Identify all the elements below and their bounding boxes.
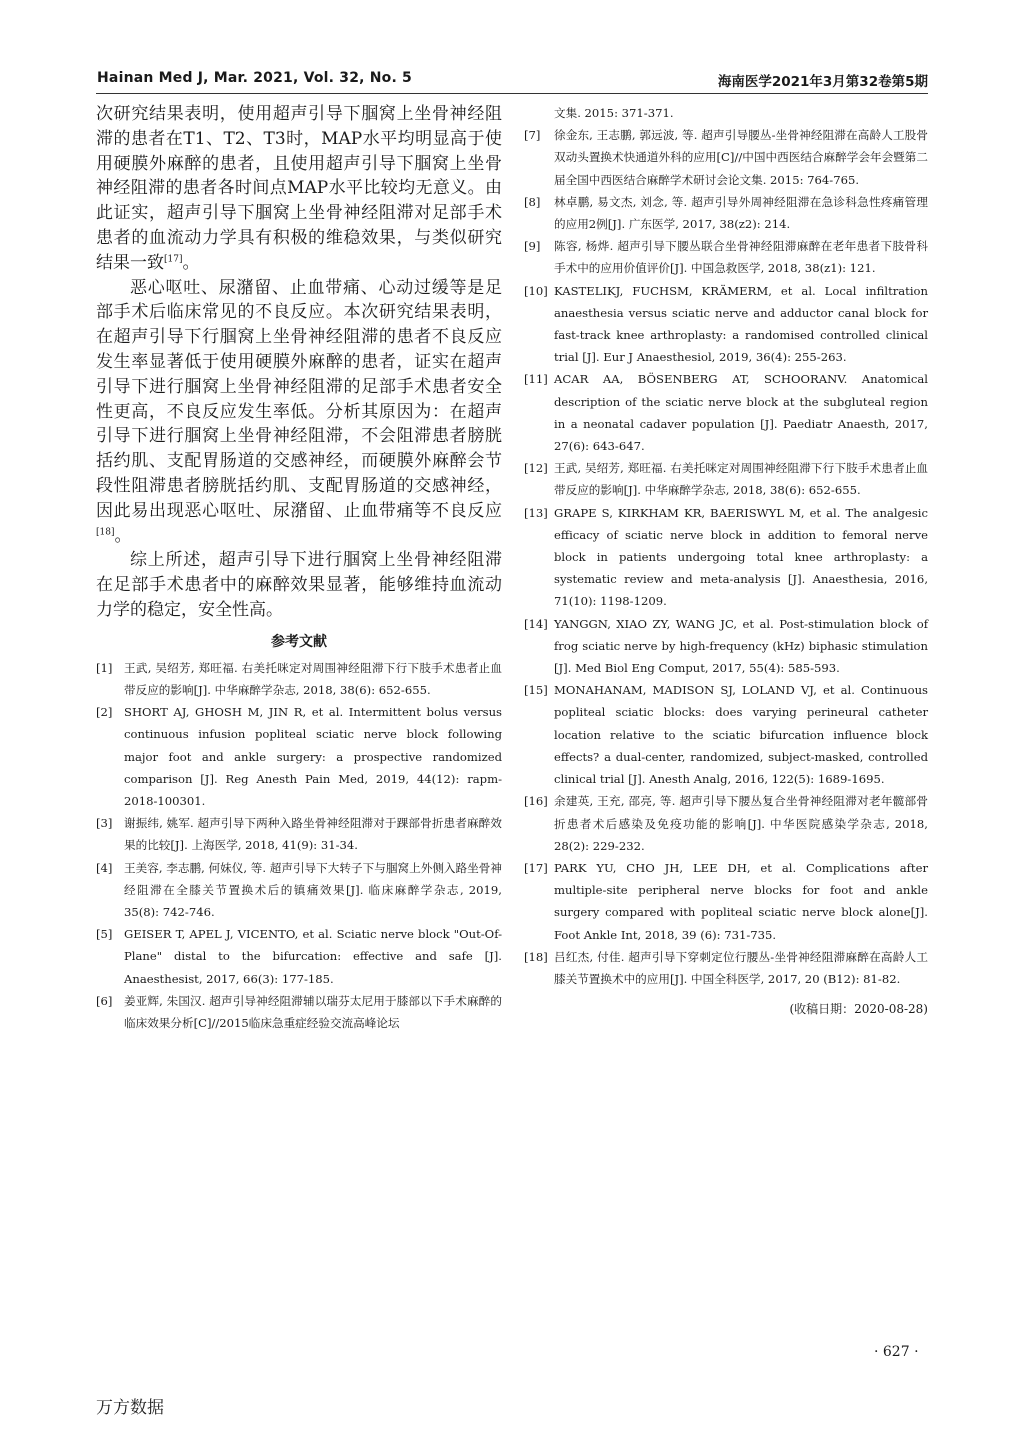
reference-number: [5] <box>96 927 113 942</box>
reference-item <box>524 946 928 990</box>
reference-text: ACAR AA, BÖSENBERG AT, SCHOORANV. Anatomical description of the sciatic nerve block at the subgluteal region in a neonatal cadaver population [J]. Paediatr Anaesth, 2017, 27(6): 643-647. <box>554 372 928 454</box>
reference-number: [12] <box>524 461 548 476</box>
reference-item-continued <box>524 102 928 124</box>
reference-item <box>524 790 928 857</box>
reference-text: 林卓鹏, 易文杰, 刘念, 等. 超声引导外周神经阻滞在急诊科急性疼痛管理的应用2例[J]. 广东医学, 2017, 38(z2): 214. <box>554 194 928 232</box>
reference-text: 陈容, 杨烨. 超声引导下腰丛联合坐骨神经阻滞麻醉在老年患者下肢骨科手术中的应用价值评价[J]. 中国急救医学, 2018, 38(z1): 121. <box>554 239 928 276</box>
reference-text: PARK YU, CHO JH, LEE DH, et al. Complications after multiple-site peripheral nerve blocks for foot and ankle surgery compared with popliteal sciatic nerve block alone[J]. Foot Ankle Int, 2018, 39 (6): 731-735. <box>554 860 928 942</box>
reference-number: [2] <box>96 705 113 720</box>
reference-item <box>524 457 928 501</box>
paragraph-text: 次研究结果表明，使用超声引导下腘窝上坐骨神经阻滞的患者在T1、T2、T3时，MAP水平均明显高于使用硬膜外麻醉的患者，且使用超声引导下腘窝上坐骨神经阻滞的患者各时间点MAP水平比较均无意义。由此证实，超声引导下腘窝上坐骨神经阻滞对足部手术患者的血流动力学具有积极的维稳效果，与类似研究结果一致 <box>96 104 502 273</box>
reference-item <box>524 191 928 235</box>
reference-number: [13] <box>524 505 548 520</box>
reference-number: [17] <box>524 860 548 875</box>
reference-item <box>524 679 928 790</box>
reference-number: [14] <box>524 616 548 631</box>
reference-number: [7] <box>524 128 541 143</box>
reference-item <box>524 502 928 613</box>
reference-text: 徐金东, 王志鹏, 郭远波, 等. 超声引导腰丛-坐骨神经阻滞在高龄人工股骨双动头置换术快通道外科的应用[C]//中国中西医结合麻醉学会年会暨第二届全国中西医结合麻醉学术研讨会论文集. 2015: 764-765. <box>554 128 928 187</box>
reference-item <box>96 701 502 812</box>
body-paragraph: 综上所述，超声引导下进行腘窝上坐骨神经阻滞在足部手术患者中的麻醉效果显著，能够维持血流动力学的稳定，安全性高。 <box>96 550 502 620</box>
reference-number: [1] <box>96 660 113 675</box>
reference-text: MONAHANAM, MADISON SJ, LOLAND VJ, et al. Continuous popliteal sciatic blocks: does varying perineural catheter location relative to the sciatic bifurcation influence block effects? a dual-center, randomized, subject-masked, controlled clinical trial [J]. Anesth Analg, 2016, 122(5): 1689-1695. <box>554 683 928 787</box>
reference-number: [3] <box>96 816 113 831</box>
reference-item <box>524 613 928 680</box>
header-rule <box>96 93 928 94</box>
right-column <box>524 102 928 1017</box>
reference-number: [18] <box>524 949 548 964</box>
reference-number: [10] <box>524 283 548 298</box>
citation-mark: [18] <box>96 526 115 537</box>
citation-mark: [17] <box>164 254 183 265</box>
reference-text: YANGGN, XIAO ZY, WANG JC, et al. Post-stimulation block of frog sciatic nerve by high-frequency (kHz) biphasic stimulation [J]. Med Biol Eng Comput, 2017, 55(4): 585-593. <box>554 616 928 676</box>
reference-text: GRAPE S, KIRKHAM KR, BAERISWYL M, et al. The analgesic efficacy of sciatic nerve block in addition to femoral nerve block in patients undergoing total knee arthroplasty: a systematic review and meta-analysis [J]. Anaesthesia, 2016, 71(10): 1198-1209. <box>554 505 928 609</box>
journal-header-cn: 海南医学2021年3月第32卷第5期 <box>717 74 928 90</box>
paragraph-end: 。 <box>182 252 200 273</box>
reference-number: [9] <box>524 239 541 254</box>
reference-text: 文集. 2015: 371-371. <box>554 106 674 120</box>
reference-number: [6] <box>96 993 113 1008</box>
reference-item <box>96 923 502 990</box>
reference-number: [16] <box>524 794 548 809</box>
watermark: 万方数据 <box>96 1398 164 1418</box>
body-paragraph <box>96 102 502 276</box>
reference-item <box>524 280 928 369</box>
reference-number: [15] <box>524 683 548 698</box>
reference-text: 王武, 吴绍芳, 郑旺福. 右美托咪定对周围神经阻滞下行下肢手术患者止血带反应的影响[J]. 中华麻醉学杂志, 2018, 38(6): 652-655. <box>554 461 928 498</box>
paragraph-text: 恶心呕吐、尿潴留、止血带痛、心动过缓等是足部手术后临床常见的不良反应。本次研究结果表明，在超声引导下行腘窝上坐骨神经阻滞的患者不良反应发生率显著低于使用硬膜外麻醉的患者，证实在超声引导下进行腘窝上坐骨神经阻滞的足部手术患者安全性更高，不良反应发生率低。分析其原因为：在超声引导下进行腘窝上坐骨神经阻滞，不会阻滞患者膀胱括约肌、支配胃肠道的交感神经，而硬膜外麻醉会节段性阻滞患者膀胱括约肌、支配胃肠道的交感神经，因此易出现恶心呕吐、尿潴留、止血带痛等不良反应 <box>96 277 502 521</box>
reference-text: GEISER T, APEL J, VICENTO, et al. Sciatic nerve block "Out-Of-Plane" distal to the bifurcation: effective and safe [J]. Anaesthesist, 2017, 66(3): 177-185. <box>124 927 502 986</box>
reference-item <box>96 657 502 701</box>
reference-number: [8] <box>524 194 541 209</box>
reference-text: 王武, 吴绍芳, 郑旺福. 右美托咪定对周围神经阻滞下行下肢手术患者止血带反应的影响[J]. 中华麻醉学杂志, 2018, 38(6): 652-655. <box>124 660 502 697</box>
reference-text: 吕红杰, 付佳. 超声引导下穿刺定位行腰丛-坐骨神经阻滞麻醉在高龄人工膝关节置换术中的应用[J]. 中国全科医学, 2017, 20 (B12): 81-82. <box>554 949 928 986</box>
reference-item <box>96 990 502 1034</box>
reference-text: SHORT AJ, GHOSH M, JIN R, et al. Intermittent bolus versus continuous infusion popliteal sciatic nerve block following major foot and ankle surgery: a prospective randomized comparison [J]. Reg Anesth Pain Med, 2019, 44(12): rapm-2018-100301. <box>124 705 502 808</box>
reference-number: [11] <box>524 372 548 387</box>
reference-item <box>96 812 502 856</box>
reference-item <box>524 368 928 457</box>
reference-item <box>524 857 928 946</box>
received-date: (收稿日期：2020-08-28) <box>789 1002 928 1017</box>
reference-item <box>524 235 928 279</box>
reference-text: 姜亚辉, 朱国汉. 超声引导神经阻滞辅以瑞芬太尼用于膝部以下手术麻醉的临床效果分析[C]//2015临床急重症经验交流高峰论坛 <box>124 993 502 1030</box>
references-title: 参考文献 <box>271 633 327 650</box>
journal-header: Hainan Med J, Mar. 2021, Vol. 32, No. 5 <box>97 70 413 86</box>
page-number: · 627 · <box>874 1344 919 1360</box>
paragraph-end: 。 <box>114 525 132 546</box>
reference-text: 谢振纬, 姚军. 超声引导下两种入路坐骨神经阻滞对于踝部骨折患者麻醉效果的比较[J]. 上海医学, 2018, 41(9): 31-34. <box>124 816 502 853</box>
reference-text: KASTELIKJ, FUCHSM, KRÄMERM, et al. Local infiltration anaesthesia versus sciatic nerve and adductor canal block for fast-track knee arthroplasty: a randomised controlled clinical trial [J]. Eur J Anaesthesiol, 2019, 36(4): 255-263. <box>554 283 928 365</box>
reference-item <box>524 124 928 191</box>
reference-text: 余建英, 王充, 邵亮, 等. 超声引导下腰丛复合坐骨神经阻滞对老年髋部骨折患者术后感染及免疫功能的影响[J]. 中华医院感染学杂志, 2018, 28(2): 229-232. <box>554 794 928 853</box>
body-paragraph <box>96 276 502 549</box>
reference-item <box>96 857 502 924</box>
left-column <box>96 102 502 1034</box>
reference-number: [4] <box>96 860 113 875</box>
reference-text: 王美容, 李志鹏, 何妹仪, 等. 超声引导下大转子下与腘窝上外侧入路坐骨神经阻滞在全膝关节置换术后的镇痛效果[J]. 临床麻醉学杂志, 2019, 35(8): 742-746. <box>124 860 502 919</box>
